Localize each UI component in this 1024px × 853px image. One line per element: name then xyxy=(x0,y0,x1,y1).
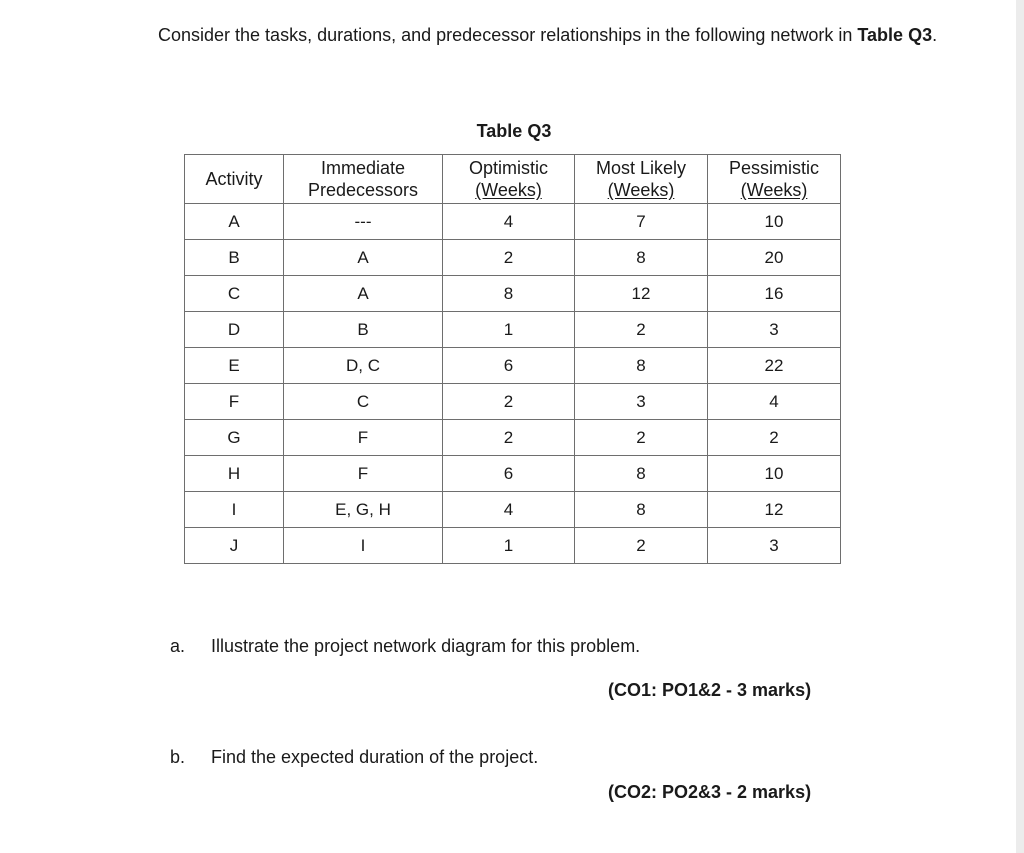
question-a-letter: a. xyxy=(170,636,186,656)
cell-most-likely: 8 xyxy=(575,240,708,276)
table-row xyxy=(185,492,841,528)
cell-activity: J xyxy=(185,528,284,564)
question-b-text: Find the expected duration of the project. xyxy=(211,747,539,767)
cell-optimistic: 6 xyxy=(443,456,575,492)
cell-activity: I xyxy=(185,492,284,528)
question-b-letter: b. xyxy=(170,747,186,767)
cell-optimistic: 1 xyxy=(443,528,575,564)
cell-most-likely: 2 xyxy=(575,420,708,456)
table-row xyxy=(185,312,841,348)
cell-activity: H xyxy=(185,456,284,492)
cell-most-likely: 7 xyxy=(575,204,708,240)
cell-pessimistic: 10 xyxy=(708,204,841,240)
cell-optimistic: 8 xyxy=(443,276,575,312)
cell-predecessors: I xyxy=(284,528,443,564)
cell-activity: G xyxy=(185,420,284,456)
activity-table xyxy=(184,154,841,564)
cell-most-likely: 2 xyxy=(575,312,708,348)
cell-predecessors: C xyxy=(284,384,443,420)
cell-predecessors: D, C xyxy=(284,348,443,384)
cell-pessimistic: 16 xyxy=(708,276,841,312)
table-row xyxy=(185,384,841,420)
cell-activity: A xyxy=(185,204,284,240)
cell-most-likely: 12 xyxy=(575,276,708,312)
intro-paragraph xyxy=(158,18,938,52)
cell-predecessors: A xyxy=(284,240,443,276)
cell-predecessors: E, G, H xyxy=(284,492,443,528)
header-pessimistic: Pessimistic (Weeks) xyxy=(708,155,841,204)
cell-optimistic: 6 xyxy=(443,348,575,384)
cell-predecessors: A xyxy=(284,276,443,312)
cell-optimistic: 2 xyxy=(443,240,575,276)
question-a-marks: (CO1: PO1&2 - 3 marks) xyxy=(608,680,812,700)
cell-activity: E xyxy=(185,348,284,384)
cell-predecessors: F xyxy=(284,420,443,456)
cell-pessimistic: 3 xyxy=(708,528,841,564)
table-row xyxy=(185,528,841,564)
header-activity: Activity xyxy=(185,155,284,204)
intro-text: Consider the tasks, durations, and predecessor relationships in the following network in xyxy=(158,25,858,45)
table-row xyxy=(185,240,841,276)
cell-optimistic: 4 xyxy=(443,492,575,528)
cell-most-likely: 2 xyxy=(575,528,708,564)
cell-activity: C xyxy=(185,276,284,312)
cell-predecessors: F xyxy=(284,456,443,492)
cell-optimistic: 4 xyxy=(443,204,575,240)
table-caption-text: Table Q3 xyxy=(476,121,552,141)
header-most-likely: Most Likely (Weeks) xyxy=(575,155,708,204)
cell-activity: D xyxy=(185,312,284,348)
cell-activity: F xyxy=(185,384,284,420)
cell-activity: B xyxy=(185,240,284,276)
question-a-text: Illustrate the project network diagram for this problem. xyxy=(211,636,641,656)
cell-optimistic: 2 xyxy=(443,420,575,456)
header-predecessors: Immediate Predecessors xyxy=(284,155,443,204)
cell-pessimistic: 10 xyxy=(708,456,841,492)
cell-most-likely: 8 xyxy=(575,456,708,492)
intro-period: . xyxy=(932,25,938,45)
table-row xyxy=(185,456,841,492)
cell-pessimistic: 2 xyxy=(708,420,841,456)
question-b-marks: (CO2: PO2&3 - 2 marks) xyxy=(608,782,812,802)
table-row xyxy=(185,276,841,312)
cell-predecessors: --- xyxy=(284,204,443,240)
header-optimistic: Optimistic (Weeks) xyxy=(443,155,575,204)
cell-most-likely: 8 xyxy=(575,348,708,384)
table-header-row xyxy=(185,155,841,204)
table-row xyxy=(185,204,841,240)
cell-most-likely: 8 xyxy=(575,492,708,528)
cell-pessimistic: 4 xyxy=(708,384,841,420)
cell-optimistic: 1 xyxy=(443,312,575,348)
cell-pessimistic: 22 xyxy=(708,348,841,384)
cell-pessimistic: 20 xyxy=(708,240,841,276)
table-row xyxy=(185,420,841,456)
table-caption xyxy=(0,121,1024,142)
cell-pessimistic: 3 xyxy=(708,312,841,348)
cell-optimistic: 2 xyxy=(443,384,575,420)
cell-pessimistic: 12 xyxy=(708,492,841,528)
cell-predecessors: B xyxy=(284,312,443,348)
intro-table-ref: Table Q3 xyxy=(857,25,933,45)
table-row xyxy=(185,348,841,384)
cell-most-likely: 3 xyxy=(575,384,708,420)
